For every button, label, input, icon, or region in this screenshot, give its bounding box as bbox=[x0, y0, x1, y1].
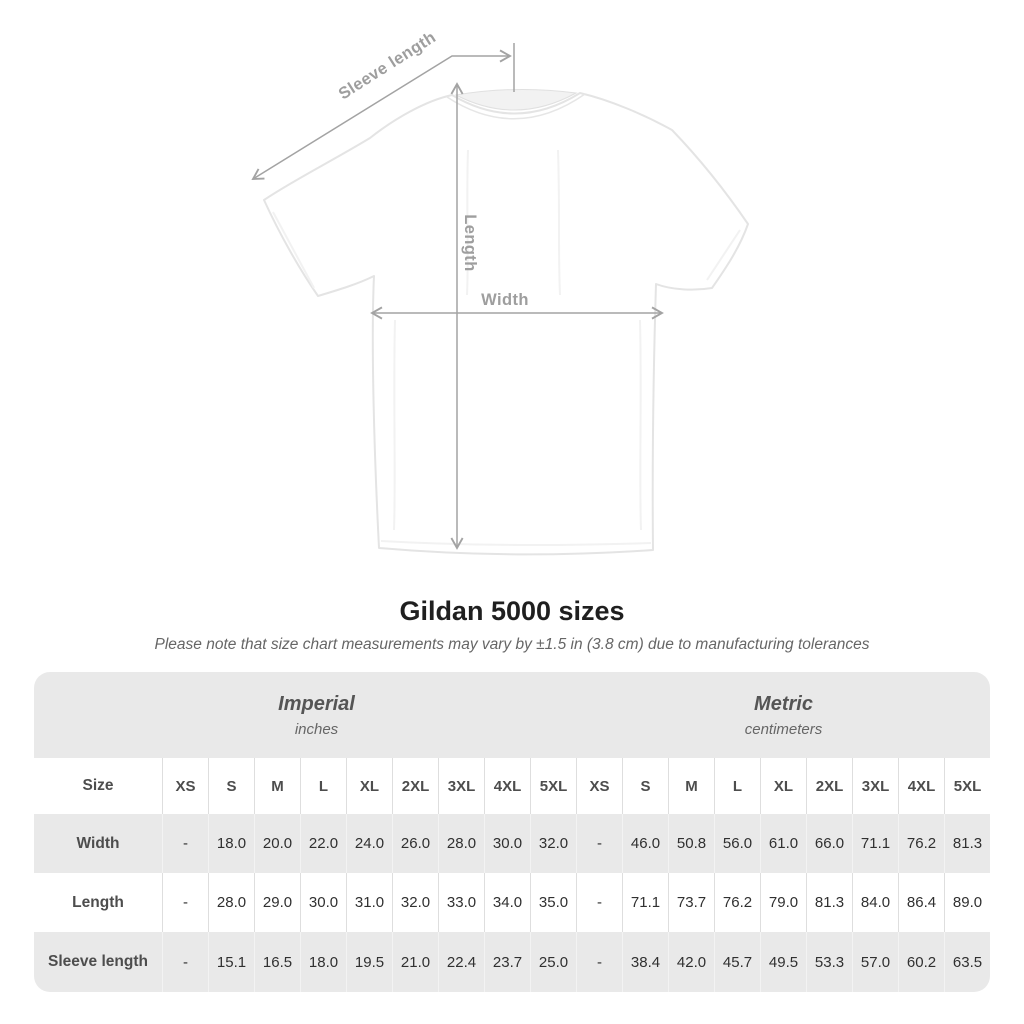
size-header-row bbox=[34, 758, 990, 814]
measurement-value-cell: 18.0 bbox=[208, 814, 254, 873]
measurement-value-cell: 81.3 bbox=[944, 814, 990, 873]
measurement-value-cell: 66.0 bbox=[806, 814, 852, 873]
size-column-header: L bbox=[300, 758, 346, 814]
measurement-value-cell: 25.0 bbox=[530, 932, 576, 992]
measurement-value-cell: 22.0 bbox=[300, 814, 346, 873]
measurement-value-cell: - bbox=[162, 814, 208, 873]
measurement-value-cell: 35.0 bbox=[530, 873, 576, 932]
measurement-value-cell: 19.5 bbox=[346, 932, 392, 992]
size-column-header: 5XL bbox=[530, 758, 576, 814]
measurement-value-cell: 89.0 bbox=[944, 873, 990, 932]
measurement-value-cell: 30.0 bbox=[484, 814, 530, 873]
size-column-header: 2XL bbox=[392, 758, 438, 814]
measurement-value-cell: 16.5 bbox=[254, 932, 300, 992]
page-title: Gildan 5000 sizes bbox=[399, 596, 625, 626]
measurement-value-cell: 21.0 bbox=[392, 932, 438, 992]
measurement-value-cell: 53.3 bbox=[806, 932, 852, 992]
size-column-header: 5XL bbox=[944, 758, 990, 814]
measurement-value-cell: 79.0 bbox=[760, 873, 806, 932]
row-label-length: Length bbox=[72, 893, 124, 911]
measurement-value-cell: 61.0 bbox=[760, 814, 806, 873]
size-column-header: 2XL bbox=[806, 758, 852, 814]
measurement-value-cell: 18.0 bbox=[300, 932, 346, 992]
measurement-value-cell: - bbox=[576, 932, 622, 992]
size-column-header: 3XL bbox=[438, 758, 484, 814]
measurement-value-cell: 73.7 bbox=[668, 873, 714, 932]
measurement-value-cell: - bbox=[162, 932, 208, 992]
measurement-value-cell: 45.7 bbox=[714, 932, 760, 992]
measurement-value-cell: 71.1 bbox=[852, 814, 898, 873]
size-column-header: 4XL bbox=[484, 758, 530, 814]
size-column-header: S bbox=[208, 758, 254, 814]
measurement-value-cell: - bbox=[162, 873, 208, 932]
page-subtitle: Please note that size chart measurements may vary by ±1.5 in (3.8 cm) due to manufacturing tolerances bbox=[154, 636, 870, 653]
measurement-value-cell: 28.0 bbox=[438, 814, 484, 873]
measurement-value-cell: 50.8 bbox=[668, 814, 714, 873]
measurement-value-cell: 86.4 bbox=[898, 873, 944, 932]
measurement-value-cell: 76.2 bbox=[898, 814, 944, 873]
table-row-length bbox=[34, 873, 990, 932]
measurement-value-cell: 38.4 bbox=[622, 932, 668, 992]
measurement-value-cell: 56.0 bbox=[714, 814, 760, 873]
measurement-value-cell: 34.0 bbox=[484, 873, 530, 932]
measurement-value-cell: 46.0 bbox=[622, 814, 668, 873]
unit-header-metric bbox=[577, 672, 990, 758]
measurement-value-cell: 49.5 bbox=[760, 932, 806, 992]
measurement-value-cell: 84.0 bbox=[852, 873, 898, 932]
measurement-value-cell: - bbox=[576, 873, 622, 932]
measurement-value-cell: 20.0 bbox=[254, 814, 300, 873]
size-column-header: M bbox=[668, 758, 714, 814]
measurement-value-cell: 60.2 bbox=[898, 932, 944, 992]
measurement-value-cell: 24.0 bbox=[346, 814, 392, 873]
measurement-value-cell: 28.0 bbox=[208, 873, 254, 932]
row-label-sleeve-length: Sleeve length bbox=[48, 953, 148, 970]
measurement-value-cell: 29.0 bbox=[254, 873, 300, 932]
measurement-value-cell: 32.0 bbox=[530, 814, 576, 873]
row-label-width: Width bbox=[76, 834, 120, 852]
width-label: Width bbox=[481, 291, 529, 309]
size-column-header: 4XL bbox=[898, 758, 944, 814]
measurement-value-cell: 33.0 bbox=[438, 873, 484, 932]
size-table bbox=[34, 672, 990, 992]
measurement-value-cell: 22.4 bbox=[438, 932, 484, 992]
measurement-value-cell: 15.1 bbox=[208, 932, 254, 992]
size-column-header: XL bbox=[346, 758, 392, 814]
measurement-value-cell: 63.5 bbox=[944, 932, 990, 992]
measurement-value-cell: 32.0 bbox=[392, 873, 438, 932]
measurement-value-cell: 31.0 bbox=[346, 873, 392, 932]
measurement-value-cell: 71.1 bbox=[622, 873, 668, 932]
unit-header-band bbox=[34, 672, 990, 758]
measurement-value-cell: - bbox=[576, 814, 622, 873]
size-column-header: L bbox=[714, 758, 760, 814]
size-column-header: M bbox=[254, 758, 300, 814]
size-header-label: Size bbox=[82, 777, 114, 794]
metric-sublabel: centimeters bbox=[744, 720, 823, 738]
imperial-label: Imperial bbox=[278, 692, 355, 715]
table-row-sleeve-length bbox=[34, 932, 990, 992]
measurement-value-cell: 42.0 bbox=[668, 932, 714, 992]
size-column-header: S bbox=[622, 758, 668, 814]
measurement-value-cell: 81.3 bbox=[806, 873, 852, 932]
length-label: Length bbox=[461, 214, 479, 272]
measurement-value-cell: 23.7 bbox=[484, 932, 530, 992]
tshirt-illustration bbox=[264, 89, 748, 554]
measurement-value-cell: 76.2 bbox=[714, 873, 760, 932]
measurement-value-cell: 57.0 bbox=[852, 932, 898, 992]
size-column-header: XL bbox=[760, 758, 806, 814]
unit-header-imperial bbox=[34, 672, 577, 758]
size-column-header: XS bbox=[162, 758, 208, 814]
imperial-sublabel: inches bbox=[294, 720, 339, 738]
measurement-value-cell: 30.0 bbox=[300, 873, 346, 932]
table-row-width bbox=[34, 814, 990, 873]
measurement-value-cell: 26.0 bbox=[392, 814, 438, 873]
size-column-header: XS bbox=[576, 758, 622, 814]
sleeve-length-label: Sleeve length bbox=[335, 28, 440, 104]
size-column-header: 3XL bbox=[852, 758, 898, 814]
metric-label: Metric bbox=[754, 692, 813, 715]
tshirt-body bbox=[264, 93, 748, 554]
